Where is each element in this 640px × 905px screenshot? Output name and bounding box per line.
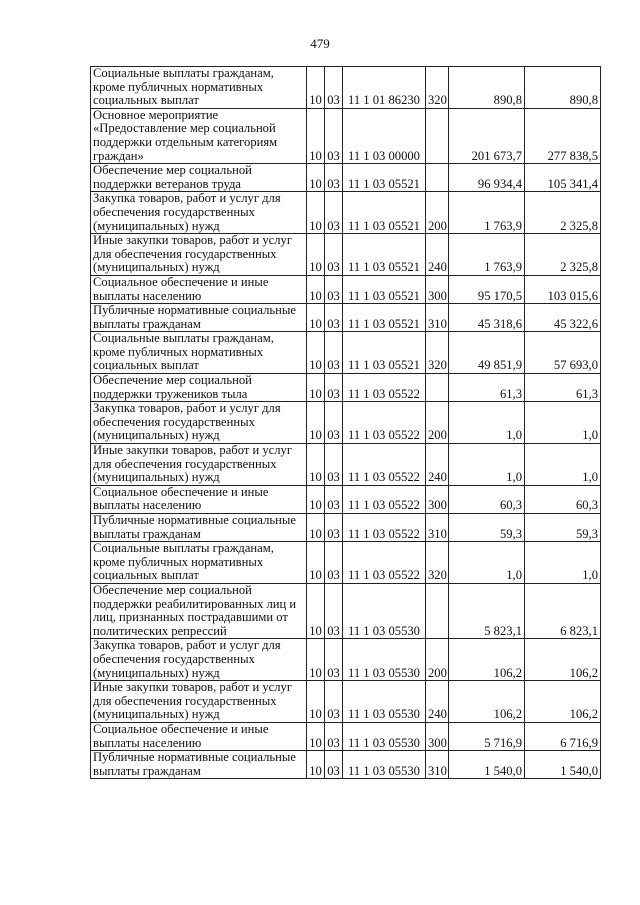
subsection-code: 03 xyxy=(325,374,343,402)
row-name: Иные закупки товаров, работ и услуг для обеспечения государственных (муниципальных) нужд xyxy=(91,681,307,723)
expense-type-code: 310 xyxy=(426,304,449,332)
target-code: 11 1 03 05521 xyxy=(343,164,426,192)
section-code: 10 xyxy=(307,374,325,402)
amount-year-1: 201 673,7 xyxy=(449,108,525,163)
row-name: Социальное обеспечение и иные выплаты населению xyxy=(91,275,307,303)
amount-year-2: 6 716,9 xyxy=(525,722,601,750)
target-code: 11 1 03 05530 xyxy=(343,722,426,750)
target-code: 11 1 03 05521 xyxy=(343,304,426,332)
expense-type-code: 200 xyxy=(426,639,449,681)
expense-type-code: 240 xyxy=(426,444,449,486)
row-name: Публичные нормативные социальные выплаты гражданам xyxy=(91,514,307,542)
subsection-code: 03 xyxy=(325,444,343,486)
row-name: Основное мероприятие «Предоставление мер социальной поддержки отдельным категориям граждан» xyxy=(91,108,307,163)
target-code: 11 1 03 00000 xyxy=(343,108,426,163)
amount-year-2: 890,8 xyxy=(525,67,601,109)
section-code: 10 xyxy=(307,583,325,638)
section-code: 10 xyxy=(307,444,325,486)
subsection-code: 03 xyxy=(325,192,343,234)
expense-type-code xyxy=(426,583,449,638)
amount-year-1: 106,2 xyxy=(449,681,525,723)
table-row xyxy=(91,374,601,402)
table-row xyxy=(91,722,601,750)
section-code: 10 xyxy=(307,275,325,303)
expense-type-code xyxy=(426,164,449,192)
expense-type-code: 320 xyxy=(426,332,449,374)
table-row xyxy=(91,542,601,584)
subsection-code: 03 xyxy=(325,751,343,779)
section-code: 10 xyxy=(307,402,325,444)
row-name: Социальные выплаты гражданам, кроме публичных нормативных социальных выплат xyxy=(91,542,307,584)
section-code: 10 xyxy=(307,234,325,276)
table-row xyxy=(91,485,601,513)
budget-table xyxy=(90,66,601,779)
expense-type-code: 200 xyxy=(426,192,449,234)
amount-year-1: 95 170,5 xyxy=(449,275,525,303)
table-row xyxy=(91,108,601,163)
subsection-code: 03 xyxy=(325,639,343,681)
table-row xyxy=(91,164,601,192)
amount-year-2: 1,0 xyxy=(525,542,601,584)
amount-year-1: 106,2 xyxy=(449,639,525,681)
target-code: 11 1 03 05522 xyxy=(343,514,426,542)
row-name: Обеспечение мер социальной поддержки ветеранов труда xyxy=(91,164,307,192)
target-code: 11 1 01 86230 xyxy=(343,67,426,109)
section-code: 10 xyxy=(307,639,325,681)
table-row xyxy=(91,192,601,234)
table-row xyxy=(91,304,601,332)
target-code: 11 1 03 05530 xyxy=(343,681,426,723)
expense-type-code: 300 xyxy=(426,722,449,750)
amount-year-1: 60,3 xyxy=(449,485,525,513)
subsection-code: 03 xyxy=(325,332,343,374)
amount-year-1: 1,0 xyxy=(449,444,525,486)
target-code: 11 1 03 05521 xyxy=(343,234,426,276)
expense-type-code: 200 xyxy=(426,402,449,444)
table-row xyxy=(91,514,601,542)
amount-year-1: 1 763,9 xyxy=(449,234,525,276)
table-row xyxy=(91,402,601,444)
amount-year-2: 2 325,8 xyxy=(525,192,601,234)
amount-year-1: 1 763,9 xyxy=(449,192,525,234)
subsection-code: 03 xyxy=(325,402,343,444)
row-name: Социальные выплаты гражданам, кроме публичных нормативных социальных выплат xyxy=(91,67,307,109)
amount-year-1: 5 823,1 xyxy=(449,583,525,638)
subsection-code: 03 xyxy=(325,164,343,192)
table-row xyxy=(91,234,601,276)
expense-type-code xyxy=(426,108,449,163)
amount-year-2: 6 823,1 xyxy=(525,583,601,638)
amount-year-1: 96 934,4 xyxy=(449,164,525,192)
amount-year-1: 1,0 xyxy=(449,402,525,444)
amount-year-1: 61,3 xyxy=(449,374,525,402)
expense-type-code: 320 xyxy=(426,542,449,584)
row-name: Закупка товаров, работ и услуг для обеспечения государственных (муниципальных) нужд xyxy=(91,402,307,444)
target-code: 11 1 03 05521 xyxy=(343,275,426,303)
amount-year-1: 1,0 xyxy=(449,542,525,584)
section-code: 10 xyxy=(307,304,325,332)
section-code: 10 xyxy=(307,108,325,163)
target-code: 11 1 03 05530 xyxy=(343,751,426,779)
amount-year-1: 49 851,9 xyxy=(449,332,525,374)
target-code: 11 1 03 05530 xyxy=(343,583,426,638)
amount-year-1: 45 318,6 xyxy=(449,304,525,332)
subsection-code: 03 xyxy=(325,234,343,276)
table-row xyxy=(91,275,601,303)
section-code: 10 xyxy=(307,332,325,374)
expense-type-code: 300 xyxy=(426,485,449,513)
section-code: 10 xyxy=(307,192,325,234)
amount-year-2: 57 693,0 xyxy=(525,332,601,374)
target-code: 11 1 03 05521 xyxy=(343,192,426,234)
subsection-code: 03 xyxy=(325,485,343,513)
subsection-code: 03 xyxy=(325,67,343,109)
section-code: 10 xyxy=(307,67,325,109)
row-name: Иные закупки товаров, работ и услуг для обеспечения государственных (муниципальных) нужд xyxy=(91,234,307,276)
row-name: Социальные выплаты гражданам, кроме публичных нормативных социальных выплат xyxy=(91,332,307,374)
section-code: 10 xyxy=(307,681,325,723)
expense-type-code: 320 xyxy=(426,67,449,109)
amount-year-2: 106,2 xyxy=(525,639,601,681)
target-code: 11 1 03 05530 xyxy=(343,639,426,681)
table-row xyxy=(91,751,601,779)
amount-year-1: 1 540,0 xyxy=(449,751,525,779)
target-code: 11 1 03 05522 xyxy=(343,402,426,444)
table-row xyxy=(91,444,601,486)
expense-type-code: 240 xyxy=(426,234,449,276)
row-name: Публичные нормативные социальные выплаты гражданам xyxy=(91,751,307,779)
amount-year-1: 59,3 xyxy=(449,514,525,542)
expense-type-code xyxy=(426,374,449,402)
section-code: 10 xyxy=(307,722,325,750)
amount-year-2: 277 838,5 xyxy=(525,108,601,163)
subsection-code: 03 xyxy=(325,304,343,332)
subsection-code: 03 xyxy=(325,108,343,163)
section-code: 10 xyxy=(307,164,325,192)
amount-year-2: 2 325,8 xyxy=(525,234,601,276)
amount-year-2: 106,2 xyxy=(525,681,601,723)
table-row xyxy=(91,681,601,723)
section-code: 10 xyxy=(307,542,325,584)
amount-year-1: 890,8 xyxy=(449,67,525,109)
amount-year-2: 59,3 xyxy=(525,514,601,542)
amount-year-2: 45 322,6 xyxy=(525,304,601,332)
row-name: Публичные нормативные социальные выплаты гражданам xyxy=(91,304,307,332)
table-row xyxy=(91,583,601,638)
amount-year-1: 5 716,9 xyxy=(449,722,525,750)
row-name: Закупка товаров, работ и услуг для обеспечения государственных (муниципальных) нужд xyxy=(91,192,307,234)
expense-type-code: 300 xyxy=(426,275,449,303)
row-name: Обеспечение мер социальной поддержки тружеников тыла xyxy=(91,374,307,402)
row-name: Социальное обеспечение и иные выплаты населению xyxy=(91,722,307,750)
amount-year-2: 60,3 xyxy=(525,485,601,513)
amount-year-2: 1,0 xyxy=(525,402,601,444)
page-number: 479 xyxy=(310,36,330,51)
target-code: 11 1 03 05522 xyxy=(343,542,426,584)
section-code: 10 xyxy=(307,514,325,542)
amount-year-2: 1,0 xyxy=(525,444,601,486)
expense-type-code: 310 xyxy=(426,751,449,779)
table-row xyxy=(91,639,601,681)
row-name: Социальное обеспечение и иные выплаты населению xyxy=(91,485,307,513)
section-code: 10 xyxy=(307,485,325,513)
expense-type-code: 310 xyxy=(426,514,449,542)
target-code: 11 1 03 05522 xyxy=(343,444,426,486)
subsection-code: 03 xyxy=(325,722,343,750)
expense-type-code: 240 xyxy=(426,681,449,723)
amount-year-2: 1 540,0 xyxy=(525,751,601,779)
row-name: Иные закупки товаров, работ и услуг для обеспечения государственных (муниципальных) нужд xyxy=(91,444,307,486)
amount-year-2: 103 015,6 xyxy=(525,275,601,303)
table-row xyxy=(91,332,601,374)
target-code: 11 1 03 05522 xyxy=(343,374,426,402)
table-row xyxy=(91,67,601,109)
subsection-code: 03 xyxy=(325,275,343,303)
subsection-code: 03 xyxy=(325,681,343,723)
row-name: Обеспечение мер социальной поддержки реабилитированных лиц и лиц, признанных пострадавшими от политических репрессий xyxy=(91,583,307,638)
row-name: Закупка товаров, работ и услуг для обеспечения государственных (муниципальных) нужд xyxy=(91,639,307,681)
subsection-code: 03 xyxy=(325,514,343,542)
amount-year-2: 61,3 xyxy=(525,374,601,402)
target-code: 11 1 03 05522 xyxy=(343,485,426,513)
subsection-code: 03 xyxy=(325,542,343,584)
subsection-code: 03 xyxy=(325,583,343,638)
target-code: 11 1 03 05521 xyxy=(343,332,426,374)
section-code: 10 xyxy=(307,751,325,779)
amount-year-2: 105 341,4 xyxy=(525,164,601,192)
